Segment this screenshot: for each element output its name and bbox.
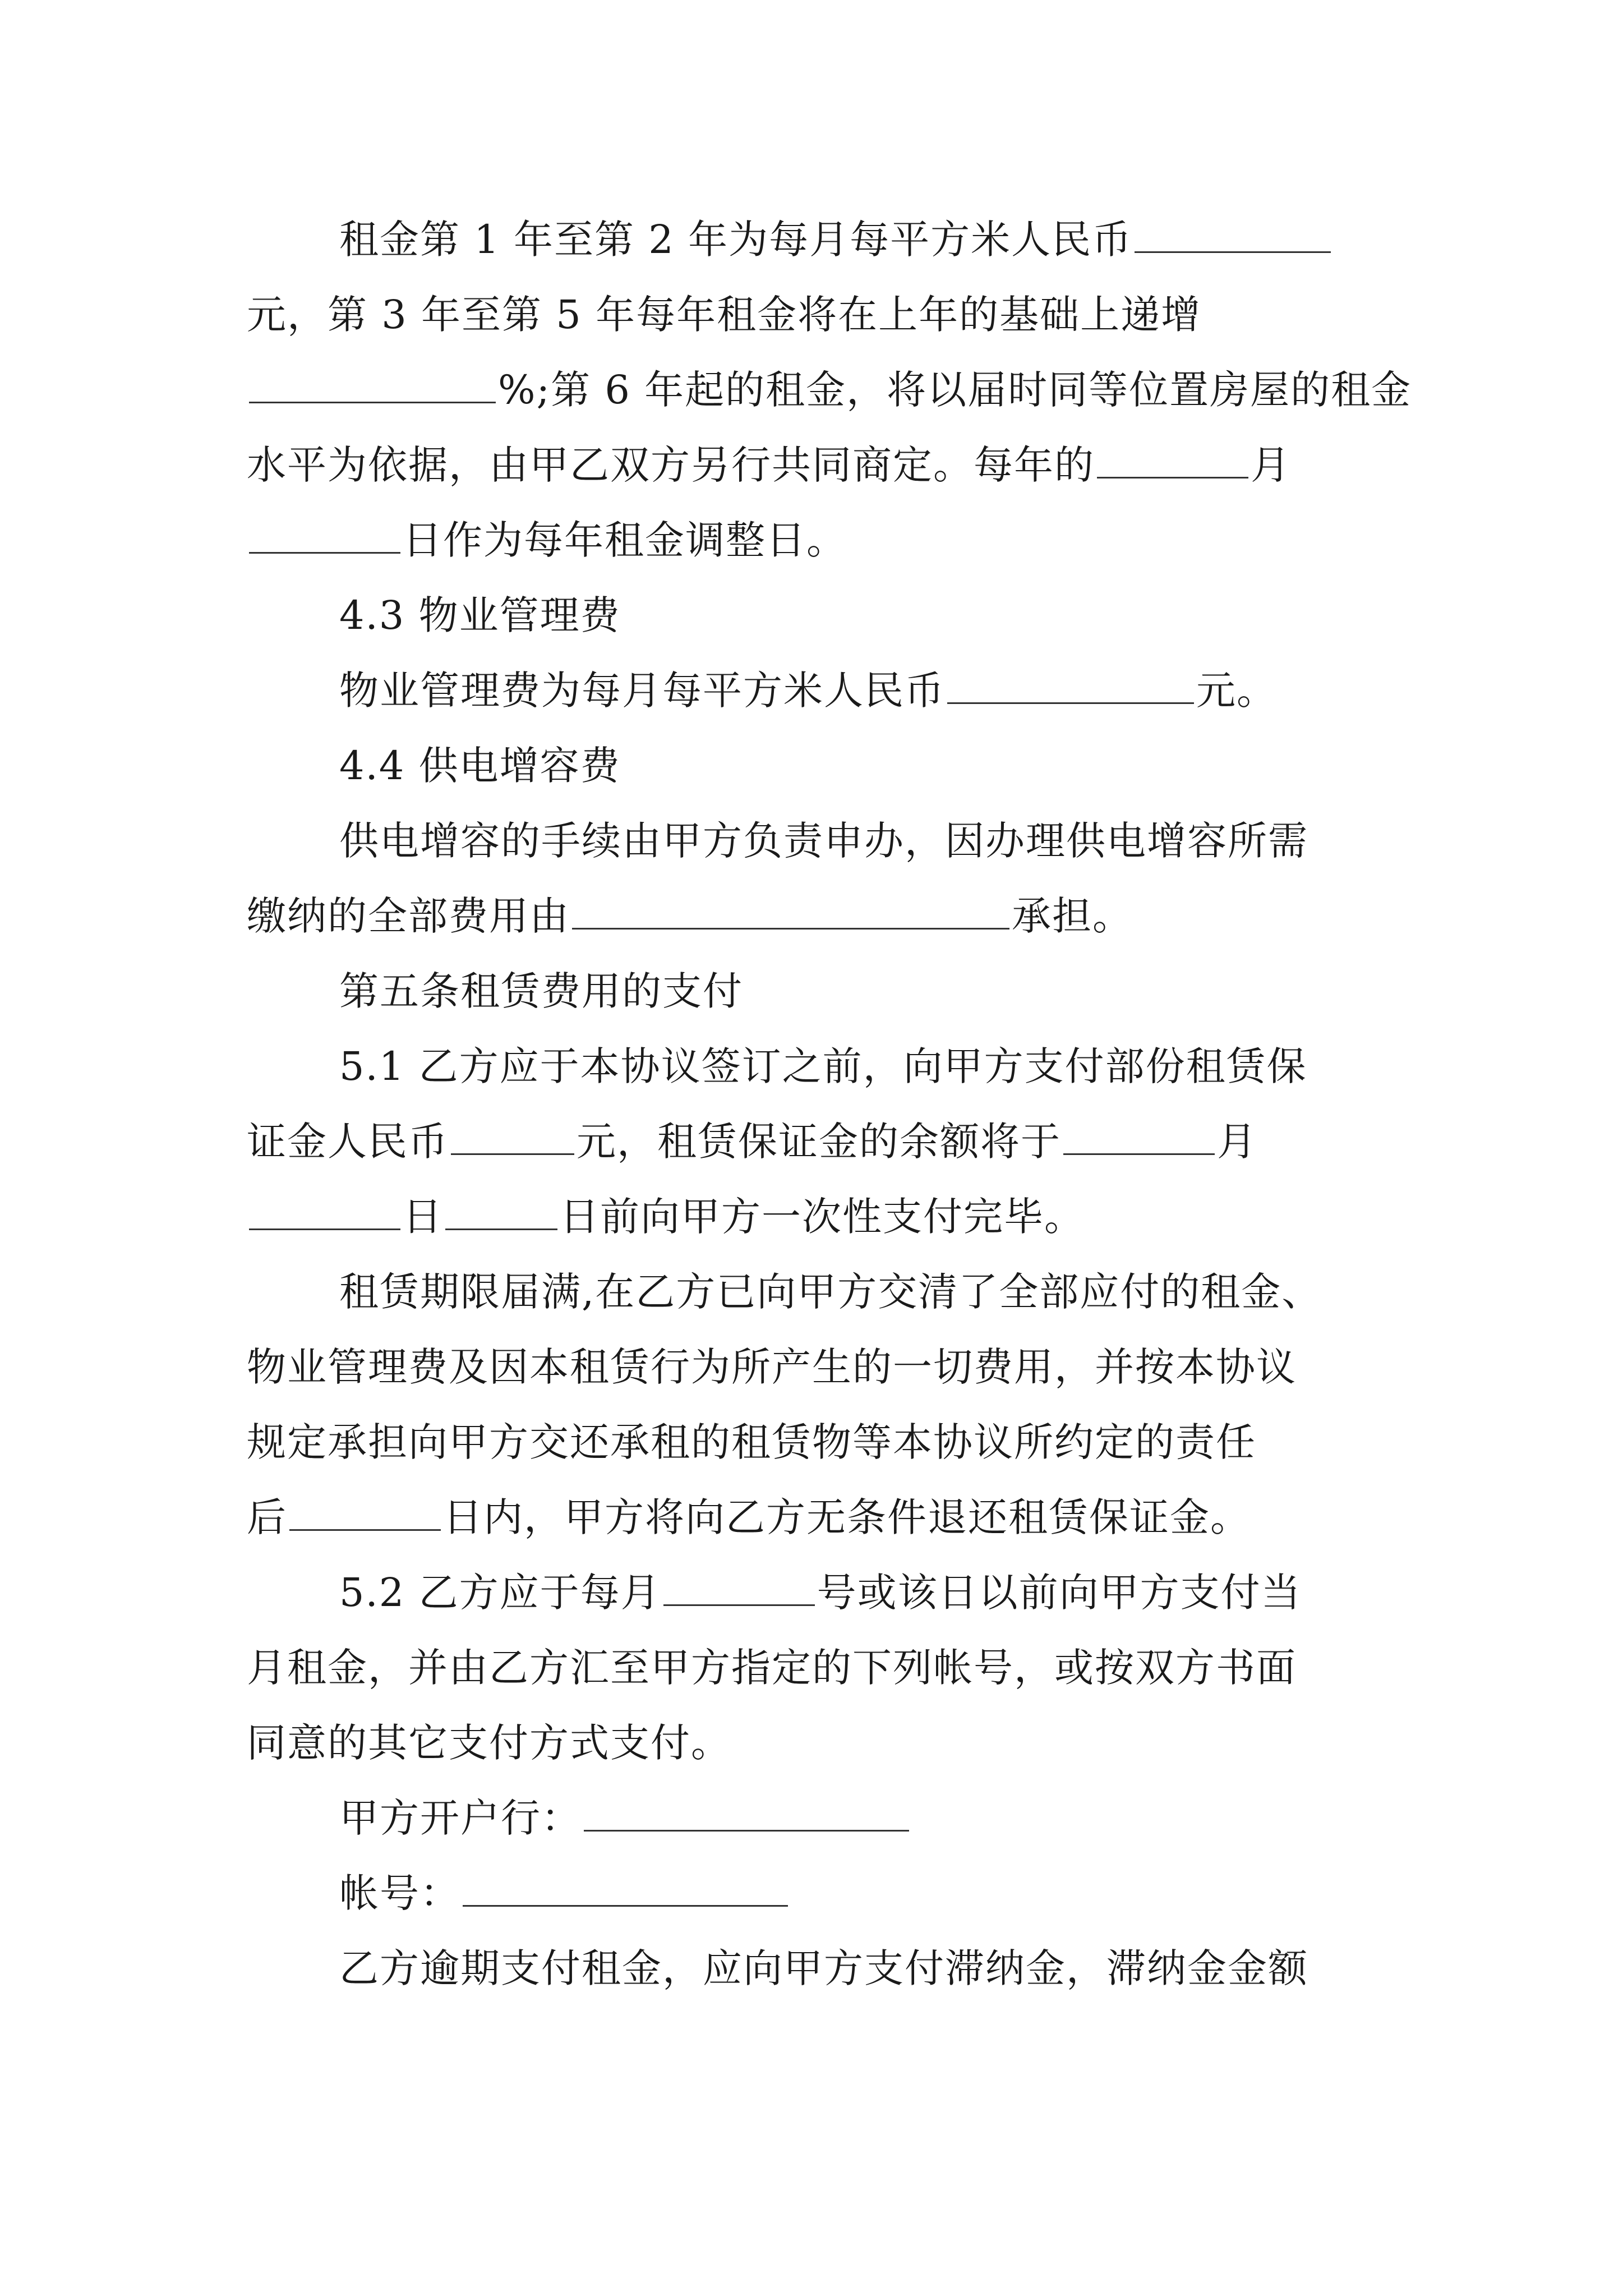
text-segment: 5.1 乙方应于本协议签订之前，向甲方支付部份租赁保 (339, 1043, 1307, 1089)
text-segment: 4.4 供电增容费 (339, 743, 621, 789)
text-line (247, 653, 1388, 728)
text-line (247, 1329, 1388, 1405)
text-segment: 物业管理费及因本租赁行为所产生的一切费用，并按本协议 (247, 1344, 1297, 1390)
text-line (247, 1179, 1388, 1254)
text-segment: 租金第 1 年至第 2 年为每月每平方米人民币 (339, 217, 1133, 263)
text-segment: 物业管理费为每月每平方米人民币 (339, 668, 945, 714)
text-segment: 第五条租赁费用的支付 (339, 968, 743, 1014)
fill-in-blank (249, 516, 400, 554)
text-line (247, 728, 1388, 803)
fill-in-blank (663, 1568, 815, 1606)
fill-in-blank (1097, 441, 1248, 478)
text-line (247, 1029, 1388, 1104)
text-line (247, 1780, 1388, 1856)
text-line (247, 878, 1388, 954)
text-segment: 日 (403, 1194, 443, 1240)
fill-in-blank (289, 1493, 441, 1531)
text-line (247, 1405, 1388, 1480)
text-segment: 乙方逾期支付租金，应向甲方支付滞纳金，滞纳金金额 (339, 1945, 1308, 1991)
text-segment: 号或该日以前向甲方支付当 (817, 1570, 1302, 1616)
text-segment: 月租金，并由乙方汇至甲方指定的下列帐号，或按双方书面 (247, 1645, 1297, 1691)
fill-in-blank (451, 1117, 574, 1155)
fill-in-blank (947, 666, 1194, 704)
text-line (247, 578, 1388, 653)
text-line (247, 1555, 1388, 1630)
text-segment: 承担。 (1012, 893, 1133, 939)
fill-in-blank (249, 1193, 400, 1230)
text-segment: 日内，甲方将向乙方无条件退还租赁保证金。 (443, 1494, 1251, 1540)
text-line (247, 1931, 1388, 2006)
text-segment: 供电增容的手续由甲方负责申办，因办理供电增容所需 (339, 818, 1308, 864)
fill-in-blank (1063, 1117, 1215, 1155)
text-segment: 元，第 3 年至第 5 年每年租金将在上年的基础上递增 (247, 292, 1202, 338)
text-segment: 租赁期限届满,在乙方已向甲方交清了全部应付的租金、 (339, 1269, 1322, 1315)
text-line (247, 1104, 1388, 1179)
fill-in-blank (445, 1193, 557, 1230)
text-segment: 4.3 物业管理费 (339, 592, 621, 638)
text-segment: 后 (247, 1494, 287, 1540)
text-segment: 规定承担向甲方交还承租的租赁物等本协议所约定的责任 (247, 1419, 1256, 1465)
text-segment: 甲方开户行： (339, 1795, 582, 1841)
text-line (247, 1630, 1388, 1705)
text-line (247, 803, 1388, 878)
text-segment: 帐号： (339, 1870, 460, 1916)
fill-in-blank (249, 366, 496, 403)
text-segment: 日前向甲方一次性支付完毕。 (560, 1194, 1085, 1240)
fill-in-blank (463, 1869, 788, 1907)
text-line (247, 503, 1388, 578)
text-segment: 同意的其它支付方式支付。 (247, 1720, 731, 1766)
text-segment: 月 (1217, 1119, 1257, 1165)
text-line (247, 352, 1412, 427)
fill-in-blank (1135, 215, 1331, 253)
text-segment: 元。 (1196, 668, 1277, 714)
text-segment: 日作为每年租金调整日。 (403, 517, 847, 563)
text-segment: %;第 6 年起的租金，将以届时同等位置房屋的租金 (498, 367, 1412, 413)
text-line (247, 427, 1388, 503)
text-line (247, 277, 1388, 352)
text-line (247, 1254, 1388, 1329)
text-segment: 元，租赁保证金的余额将于 (577, 1119, 1061, 1165)
text-segment: 缴纳的全部费用由 (247, 893, 570, 939)
text-line (247, 1480, 1388, 1555)
text-segment: 5.2 乙方应于每月 (339, 1570, 661, 1616)
fill-in-blank (584, 1794, 909, 1832)
text-segment: 月 (1251, 442, 1291, 488)
text-line (247, 1856, 1388, 1931)
text-line (247, 1705, 1388, 1780)
text-segment: 证金人民币 (247, 1119, 449, 1165)
text-line (247, 954, 1388, 1029)
text-segment: 水平为依据，由甲乙双方另行共同商定。每年的 (247, 442, 1095, 488)
fill-in-blank (572, 892, 1009, 930)
text-line (247, 202, 1388, 277)
document-body (247, 202, 1412, 2006)
